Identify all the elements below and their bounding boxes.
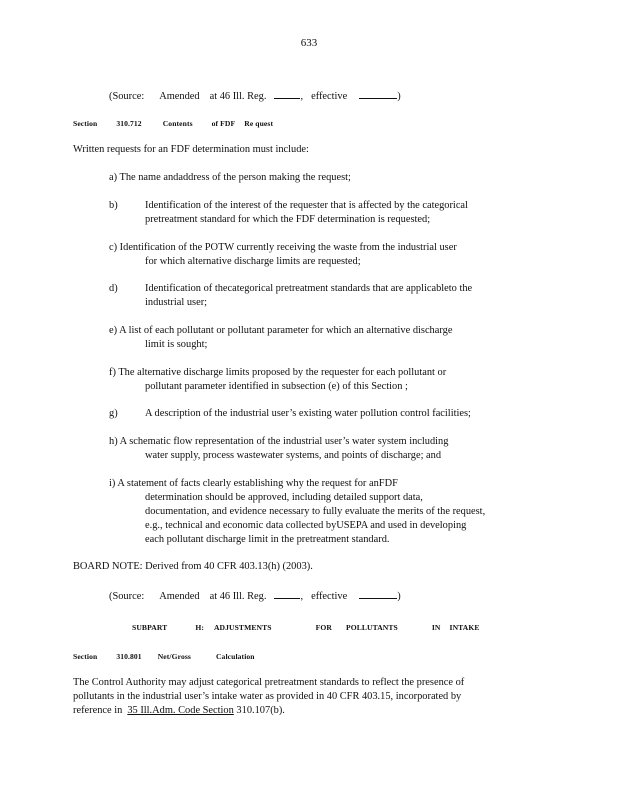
code-section-link[interactable]: 35 Ill.Adm. Code Section [127,705,234,716]
reference-suffix: 310.107(b). [233,705,285,716]
item-c-line-1: c) Identification of the POTW currently receiving the waste from the industrial user [109,242,457,253]
section-number: 310.712 [116,119,142,128]
subpart-word-4: IN [431,623,441,632]
item-i-line-3: documentation, and evidence necessary to fully evaluate the merits of the request, [145,506,486,517]
item-a: a) The name andaddress of the person making the request; [109,172,351,183]
section-number: 310.801 [116,652,142,661]
page-number: 633 [300,37,318,49]
source-register: at 46 Ill. Reg. [209,91,267,102]
register-blank [274,88,300,99]
source-close: ) [397,591,401,602]
section-title-3: Re quest [244,119,274,128]
section-310-801-heading [73,650,255,664]
effective-blank [359,588,397,599]
board-note: BOARD NOTE: Derived from 40 CFR 403.13(h) (2003). [73,561,313,572]
section-title-1: Contents [162,119,193,128]
subpart-word-3: POLLUTANTS [345,623,398,632]
item-d-label: d) [109,283,118,294]
section-title-2: Calculation [215,652,255,661]
item-i-line-2: determination should be approved, including detailed support data, [145,492,423,503]
source-note-2 [109,588,401,604]
section-title-2: of FDF [211,119,236,128]
item-i-line-5: each pollutant discharge limit in the pretreatment standard. [145,534,390,545]
section-310-712-heading [73,117,273,131]
item-b-label: b) [109,200,118,211]
item-e-line-2: limit is sought; [145,339,208,350]
subpart-word-1: ADJUSTMENTS [213,623,272,632]
source-amended: Amended [159,91,200,102]
item-g-line-1: A description of the industrial user’s existing water pollution control facilities; [145,408,471,419]
subpart-word-5: INTAKE [449,623,480,632]
subpart-heading [132,621,480,635]
item-d-line-2: industrial user; [145,297,208,308]
item-e-line-1: e) A list of each pollutant or pollutant parameter for which an alternative discharge [109,325,453,336]
source-register: at 46 Ill. Reg. [209,591,267,602]
final-paragraph-line-1: The Control Authority may adjust categorical pretreatment standards to reflect the presence of [73,677,465,688]
register-blank [274,588,300,599]
section-label: Section [73,119,98,128]
item-i-line-1: i) A statement of facts clearly establishing why the request for anFDF [109,478,398,489]
source-close: ) [397,91,401,102]
item-h-line-1: h) A schematic flow representation of the industrial user’s water system including [109,436,449,447]
intro-text: Written requests for an FDF determination must include: [73,144,309,155]
comma: , [300,91,304,102]
comma: , [300,591,304,602]
item-f-line-2: pollutant parameter identified in subsection (e) of this Section ; [145,381,408,392]
final-paragraph-line-2: pollutants in the industrial user’s intake water as provided in 40 CFR 403.15, incorporated by [73,691,462,702]
item-g-label: g) [109,408,118,419]
source-amended: Amended [159,591,200,602]
section-label: Section [73,652,98,661]
effective-blank [359,88,397,99]
item-c-line-2: for which alternative discharge limits are requested; [145,256,361,267]
section-title-1: Net/Gross [157,652,191,661]
item-b-line-2: pretreatment standard for which the FDF determination is requested; [145,214,431,225]
source-note-1 [109,88,401,104]
item-d-line-1: Identification of thecategorical pretreatment standards that are applicableto the [145,283,473,294]
item-b-line-1: Identification of the interest of the requester that is affected by the categorical [145,200,468,211]
item-h-line-2: water supply, process wastewater systems, and points of discharge; and [145,450,442,461]
item-i-line-4: e.g., technical and economic data collected byUSEPA and used in developing [145,520,467,531]
item-f-line-1: f) The alternative discharge limits proposed by the requester for each pollutant or [109,367,447,378]
reference-prefix: reference in [73,705,123,716]
source-effective: effective [311,91,348,102]
source-open: (Source: [109,591,145,602]
final-paragraph-line-3 [73,704,285,718]
subpart-label: SUBPART [132,623,168,632]
source-effective: effective [311,591,348,602]
subpart-word-2: FOR [315,623,332,632]
source-open: (Source: [109,91,145,102]
subpart-letter: H: [195,623,204,632]
